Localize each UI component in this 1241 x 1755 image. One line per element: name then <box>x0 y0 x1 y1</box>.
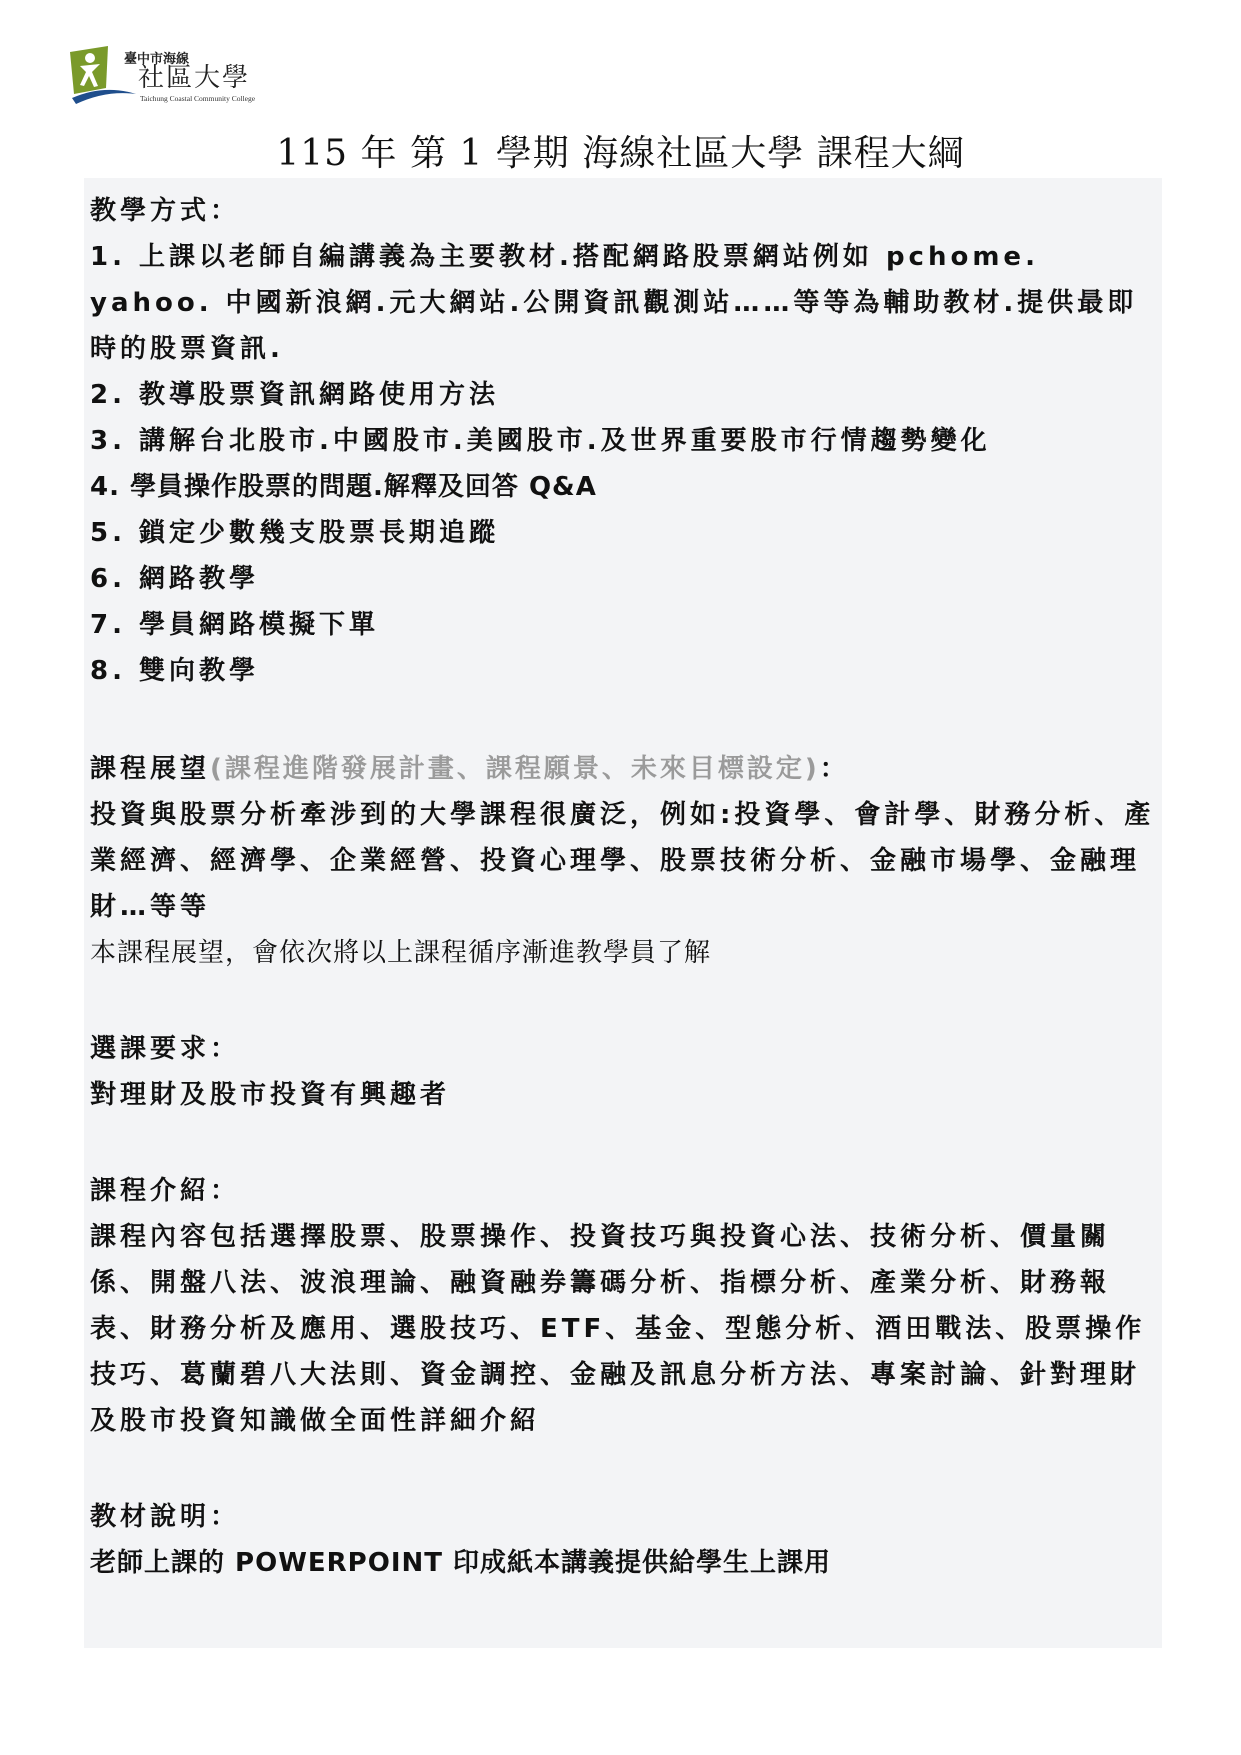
teaching-item: 7. 學員網路模擬下單 <box>90 610 380 640</box>
outlook-heading-colon: ： <box>819 754 850 784</box>
materials-text: 老師上課的 POWERPOINT 印成紙本講義提供給學生上課用 <box>90 1548 832 1578</box>
outlook-heading-main: 課程展望 <box>90 754 211 784</box>
outlook-paragraph: 投資與股票分析牽涉到的大學課程很廣泛，例如:投資學、會計學、財務分析、產業經濟、經濟學、企業經營、投資心理學、股票技術分析、金融市場學、金融理財…等等 <box>90 800 1155 922</box>
requirements-heading: 選課要求： <box>90 1034 241 1064</box>
teaching-heading: 教學方式： <box>90 196 241 226</box>
intro-text: 課程內容包括選擇股票、股票操作、投資技巧與投資心法、技術分析、價量關係、開盤八法、波浪理論、融資融券籌碼分析、指標分析、產業分析、財務報表、財務分析及應用、選股技巧、ETF、基金、型態分析、酒田戰法、股票操作技巧、葛蘭碧八大法則、資金調控、金融及訊息分析方法、專案討論、針對理財及股市投資知識做全面性詳細介紹 <box>90 1222 1146 1436</box>
teaching-item: 6. 網路教學 <box>90 564 260 594</box>
syllabus-content <box>90 188 1160 1586</box>
teaching-item: 1. 上課以老師自編講義為主要教材.搭配網路股票網站例如 pchome. yahoo. 中國新浪網.元大網站.公開資訊觀測站……等等為輔助教材.提供最即時的股票資訊. <box>90 242 1138 364</box>
logo-school-text: 社區大學 <box>138 63 251 93</box>
page-title: 115 年 第 1 學期 海線社區大學 課程大綱 <box>276 133 965 174</box>
requirements-text: 對理財及股市投資有興趣者 <box>90 1080 451 1110</box>
outlook-heading-note: (課程進階發展計畫、課程願景、未來目標設定) <box>210 754 820 784</box>
teaching-item: 8. 雙向教學 <box>90 656 260 686</box>
teaching-item: 5. 鎖定少數幾支股票長期追蹤 <box>90 518 500 548</box>
materials-heading: 教材說明： <box>90 1502 241 1532</box>
logo-english-text: Taichung Coastal Community College <box>140 94 256 103</box>
intro-heading: 課程介紹： <box>90 1176 241 1206</box>
logo-city-text: 臺中市海線 <box>124 52 190 67</box>
teaching-item: 4. 學員操作股票的問題.解釋及回答 Q&A <box>90 472 597 502</box>
teaching-item: 3. 講解台北股市.中國股市.美國股市.及世界重要股市行情趨勢變化 <box>90 426 991 456</box>
outlook-heading <box>90 746 1160 792</box>
teaching-item: 2. 教導股票資訊網路使用方法 <box>90 380 500 410</box>
school-logo <box>68 44 268 106</box>
outlook-paragraph-2: 本課程展望，會依次將以上課程循序漸進教學員了解 <box>90 938 712 968</box>
